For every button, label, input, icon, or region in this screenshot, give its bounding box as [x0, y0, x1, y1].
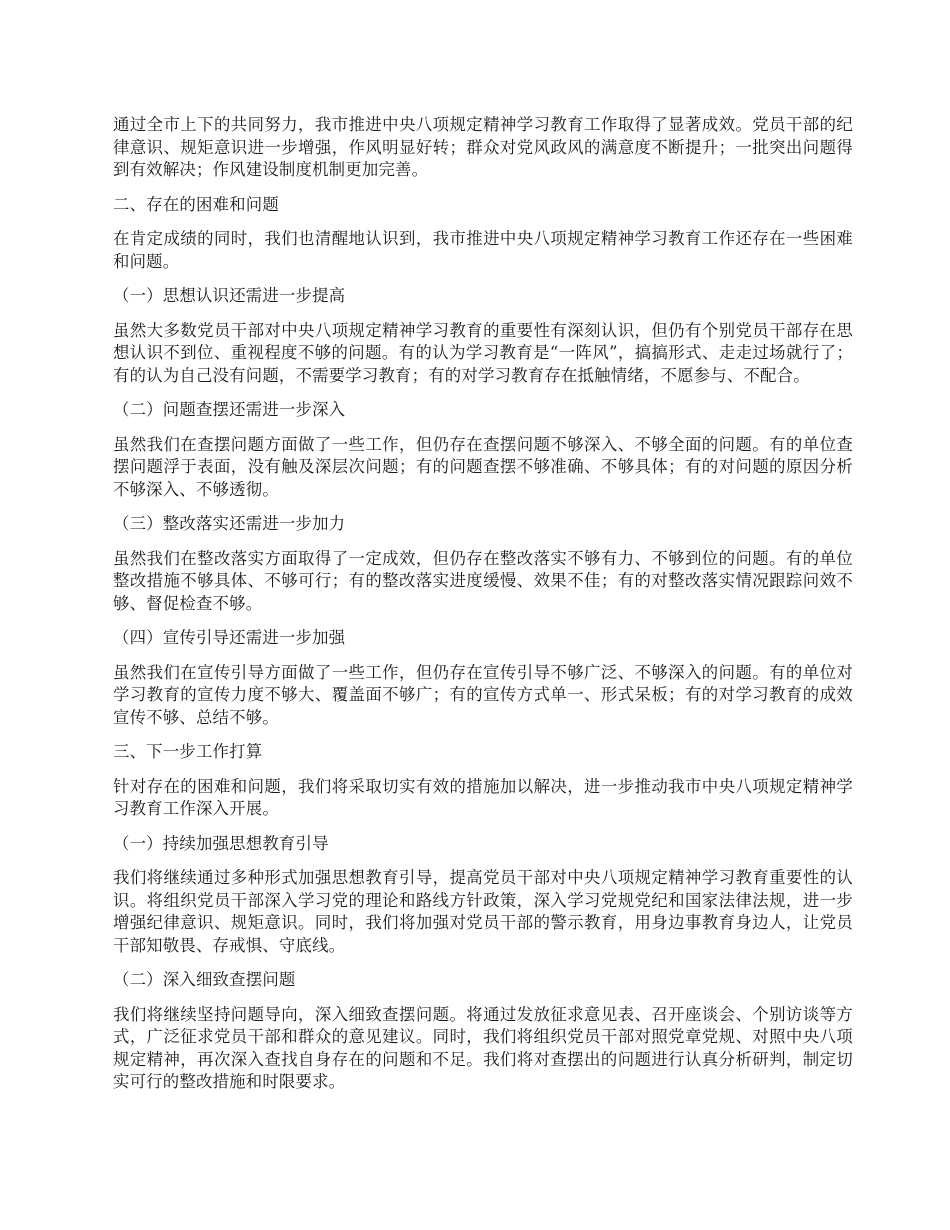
document-body — [113, 114, 853, 1106]
paragraph-problem-identification: 虽然我们在查摆问题方面做了一些工作，但仍存在查摆问题不够深入、不够全面的问题。有的单位查摆问题浮于表面，没有触及深层次问题；有的问题查摆不够准确、不够具体；有的对问题的原因分析不够深入、不够透彻。 — [113, 434, 853, 499]
subheading-thorough-review: （二）深入细致查摆问题 — [113, 970, 296, 989]
paragraph-thorough-review: 我们将继续坚持问题导向，深入细致查摆问题。将通过发放征求意见表、召开座谈会、个别访谈等方式，广泛征求党员干部和群众的意见建议。同时，我们将组织党员干部对照党章党规、对照中央八项规定精神，再次深入查找自身存在的问题和不足。我们将对查摆出的问题进行认真分析研判，制定切实可行的整改措施和时限要求。 — [113, 1004, 853, 1091]
paragraph-next-steps-intro: 针对存在的困难和问题，我们将采取切实有效的措施加以解决，进一步推动我市中央八项规定精神学习教育工作深入开展。 — [113, 776, 853, 818]
paragraph-publicity: 虽然我们在宣传引导方面做了一些工作，但仍存在宣传引导不够广泛、不够深入的问题。有的单位对学习教育的宣传力度不够大、覆盖面不够广；有的宣传方式单一、形式呆板；有的对学习教育的成效宣传不够、总结不够。 — [113, 662, 853, 727]
paragraph-education-guidance: 我们将继续通过多种形式加强思想教育引导，提高党员干部对中央八项规定精神学习教育重要性的认识。将组织党员干部深入学习党的理论和路线方针政策，深入学习党规党纪和国家法律法规，进一步增强纪律意识、规矩意识。同时，我们将加强对党员干部的警示教育，用身边事教育身边人，让党员干部知敬畏、存戒惧、守底线。 — [113, 868, 853, 955]
subheading-problem-identification: （二）问题查摆还需进一步深入 — [113, 400, 346, 419]
subheading-education-guidance: （一）持续加强思想教育引导 — [113, 833, 329, 853]
paragraph-problems-intro: 在肯定成绩的同时，我们也清醒地认识到，我市推进中央八项规定精神学习教育工作还存在一些困难和问题。 — [113, 229, 853, 271]
paragraph-achievements: 通过全市上下的共同努力，我市推进中央八项规定精神学习教育工作取得了显著成效。党员干部的纪律意识、规矩意识进一步增强，作风明显好转；群众对党风政风的满意度不断提升；一批突出问题得到有效解决；作风建设制度机制更加完善。 — [113, 115, 853, 179]
section-heading-problems: 二、存在的困难和问题 — [113, 194, 279, 214]
subheading-ideological-awareness: （一）思想认识还需进一步提高 — [113, 286, 346, 305]
subheading-rectification: （三）整改落实还需进一步加力 — [113, 514, 346, 533]
section-heading-next-steps: 三、下一步工作打算 — [113, 742, 263, 761]
paragraph-rectification: 虽然我们在整改落实方面取得了一定成效，但仍存在整改落实不够有力、不够到位的问题。有的单位整改措施不够具体、不够可行；有的整改落实进度缓慢、效果不佳；有的对整改落实情况跟踪问效不够、督促检查不够。 — [113, 548, 853, 613]
subheading-publicity: （四）宣传引导还需进一步加强 — [113, 628, 346, 647]
paragraph-ideological-awareness: 虽然大多数党员干部对中央八项规定精神学习教育的重要性有深刻认识，但仍有个别党员干部存在思想认识不到位、重视程度不够的问题。有的认为学习教育是“一阵风”，搞搞形式、走走过场就行了；有的认为自己没有问题，不需要学习教育；有的对学习教育存在抵触情绪，不愿参与、不配合。 — [113, 320, 853, 385]
